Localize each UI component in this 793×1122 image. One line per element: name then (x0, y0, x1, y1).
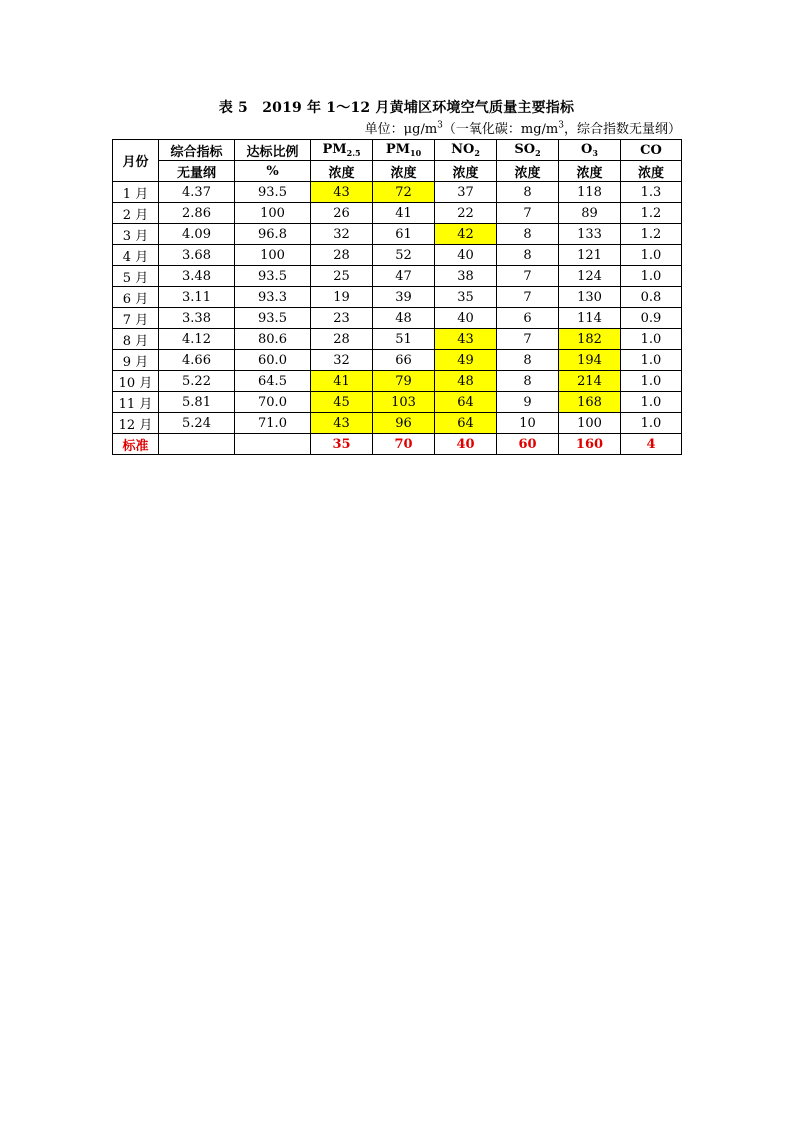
header-so2-sub: 2 (535, 148, 541, 158)
header-ratio: 达标比例 (235, 140, 311, 161)
cell-co: 1.0 (621, 329, 682, 350)
cell-ratio: 80.6 (235, 329, 311, 350)
cell-o3: 100 (559, 413, 621, 434)
header-concentration: 浓度 (621, 161, 682, 182)
header-pm25-base: PM (322, 142, 347, 157)
cell-pm25: 28 (311, 245, 373, 266)
cell-pm25: 43 (311, 413, 373, 434)
table-row (113, 182, 682, 203)
cell-so2: 8 (497, 350, 559, 371)
header-so2-base: SO (514, 142, 536, 157)
cell-ratio: 93.5 (235, 182, 311, 203)
unit-note-middle: （一氧化碳：mg/m (442, 122, 559, 137)
cell-pm25: 32 (311, 224, 373, 245)
cell-no2: 43 (435, 329, 497, 350)
cell-composite: 4.09 (159, 224, 235, 245)
cell-pm10: 66 (373, 350, 435, 371)
cell-month: 2 月 (113, 203, 159, 224)
header-row-2 (113, 161, 682, 182)
table-row (113, 371, 682, 392)
cell-month: 11 月 (113, 392, 159, 413)
cell-so2: 7 (497, 287, 559, 308)
cell-o3: 214 (559, 371, 621, 392)
cell-pm25: 25 (311, 266, 373, 287)
cell-month: 8 月 (113, 329, 159, 350)
header-concentration: 浓度 (311, 161, 373, 182)
cell-no2: 35 (435, 287, 497, 308)
cell-o3: 89 (559, 203, 621, 224)
cell-so2: 7 (497, 329, 559, 350)
cell-ratio: 96.8 (235, 224, 311, 245)
cell-pm10: 48 (373, 308, 435, 329)
cell-pm10: 72 (373, 182, 435, 203)
header-composite-unit: 无量纲 (159, 161, 235, 182)
cell-no2: 64 (435, 413, 497, 434)
standard-ratio (235, 434, 311, 455)
table-title: 表 5 2019 年 1～12 月黄埔区环境空气质量主要指标 (218, 100, 575, 116)
cell-ratio: 100 (235, 245, 311, 266)
header-composite: 综合指标 (159, 140, 235, 161)
cell-pm10: 79 (373, 371, 435, 392)
table-row (113, 287, 682, 308)
cell-so2: 7 (497, 203, 559, 224)
cell-o3: 133 (559, 224, 621, 245)
cell-so2: 6 (497, 308, 559, 329)
cell-pm25: 26 (311, 203, 373, 224)
cell-no2: 64 (435, 392, 497, 413)
cell-o3: 182 (559, 329, 621, 350)
cell-month: 9 月 (113, 350, 159, 371)
cell-pm25: 23 (311, 308, 373, 329)
cell-month: 3 月 (113, 224, 159, 245)
cell-pm10: 96 (373, 413, 435, 434)
cell-no2: 48 (435, 371, 497, 392)
cell-month: 12 月 (113, 413, 159, 434)
cell-co: 1.0 (621, 413, 682, 434)
standard-composite (159, 434, 235, 455)
cell-no2: 40 (435, 245, 497, 266)
header-pm25 (311, 140, 373, 161)
cell-pm10: 39 (373, 287, 435, 308)
header-row-1 (113, 140, 682, 161)
cell-ratio: 60.0 (235, 350, 311, 371)
header-ratio-unit: % (235, 161, 311, 182)
cell-month: 10 月 (113, 371, 159, 392)
cell-ratio: 93.5 (235, 308, 311, 329)
cell-so2: 8 (497, 182, 559, 203)
unit-note (365, 118, 681, 137)
header-concentration: 浓度 (435, 161, 497, 182)
cell-ratio: 93.5 (235, 266, 311, 287)
cell-month: 1 月 (113, 182, 159, 203)
standard-pm10: 70 (373, 434, 435, 455)
cell-pm10: 41 (373, 203, 435, 224)
standard-co: 4 (621, 434, 682, 455)
unit-note-prefix: 单位：μg/m (364, 122, 438, 137)
cell-pm25: 43 (311, 182, 373, 203)
cell-pm25: 28 (311, 329, 373, 350)
cell-o3: 118 (559, 182, 621, 203)
cell-month: 6 月 (113, 287, 159, 308)
cell-so2: 9 (497, 392, 559, 413)
table-row (113, 266, 682, 287)
cell-o3: 114 (559, 308, 621, 329)
unit-note-suffix: ，综合指数无量纲） (563, 122, 681, 137)
cell-co: 1.2 (621, 224, 682, 245)
cell-composite: 4.37 (159, 182, 235, 203)
cell-composite: 3.11 (159, 287, 235, 308)
header-pm10 (373, 140, 435, 161)
cell-o3: 130 (559, 287, 621, 308)
header-o3-sub: 3 (592, 148, 598, 158)
cell-so2: 8 (497, 224, 559, 245)
cell-pm10: 52 (373, 245, 435, 266)
header-concentration: 浓度 (373, 161, 435, 182)
table-row (113, 350, 682, 371)
header-co: CO (621, 140, 682, 161)
cell-month: 5 月 (113, 266, 159, 287)
table-row (113, 413, 682, 434)
header-concentration: 浓度 (497, 161, 559, 182)
cell-ratio: 100 (235, 203, 311, 224)
cell-pm10: 47 (373, 266, 435, 287)
cell-co: 1.0 (621, 350, 682, 371)
cell-composite: 3.68 (159, 245, 235, 266)
cell-so2: 10 (497, 413, 559, 434)
standard-no2: 40 (435, 434, 497, 455)
cell-composite: 5.24 (159, 413, 235, 434)
cell-co: 1.3 (621, 182, 682, 203)
cell-pm25: 41 (311, 371, 373, 392)
cell-composite: 5.22 (159, 371, 235, 392)
cell-composite: 3.48 (159, 266, 235, 287)
table-row (113, 203, 682, 224)
cell-co: 1.0 (621, 392, 682, 413)
header-pm10-base: PM (385, 142, 411, 157)
cell-co: 1.0 (621, 245, 682, 266)
cell-co: 1.0 (621, 266, 682, 287)
cell-o3: 124 (559, 266, 621, 287)
unit-note-sup-1: 3 (437, 120, 443, 131)
header-concentration: 浓度 (559, 161, 621, 182)
cell-co: 0.9 (621, 308, 682, 329)
cell-co: 1.2 (621, 203, 682, 224)
header-o3 (559, 140, 621, 161)
unit-note-sup-2: 3 (558, 120, 564, 131)
cell-month: 4 月 (113, 245, 159, 266)
header-pm10-sub: 10 (410, 148, 422, 158)
standard-row (113, 434, 682, 455)
cell-composite: 4.66 (159, 350, 235, 371)
cell-o3: 168 (559, 392, 621, 413)
cell-pm10: 51 (373, 329, 435, 350)
table-row (113, 392, 682, 413)
cell-o3: 194 (559, 350, 621, 371)
cell-month: 7 月 (113, 308, 159, 329)
table-row (113, 329, 682, 350)
cell-composite: 5.81 (159, 392, 235, 413)
standard-so2: 60 (497, 434, 559, 455)
table-row (113, 224, 682, 245)
header-o3-base: O (581, 142, 593, 157)
cell-no2: 40 (435, 308, 497, 329)
cell-no2: 38 (435, 266, 497, 287)
cell-no2: 22 (435, 203, 497, 224)
cell-co: 0.8 (621, 287, 682, 308)
cell-pm10: 61 (373, 224, 435, 245)
cell-pm25: 19 (311, 287, 373, 308)
cell-composite: 2.86 (159, 203, 235, 224)
cell-ratio: 70.0 (235, 392, 311, 413)
cell-composite: 3.38 (159, 308, 235, 329)
header-no2-sub: 2 (474, 148, 480, 158)
cell-so2: 8 (497, 371, 559, 392)
cell-no2: 49 (435, 350, 497, 371)
cell-so2: 7 (497, 266, 559, 287)
header-no2 (435, 140, 497, 161)
standard-label: 标准 (113, 434, 159, 455)
standard-o3: 160 (559, 434, 621, 455)
cell-o3: 121 (559, 245, 621, 266)
cell-pm25: 45 (311, 392, 373, 413)
cell-ratio: 71.0 (235, 413, 311, 434)
cell-no2: 37 (435, 182, 497, 203)
cell-ratio: 64.5 (235, 371, 311, 392)
cell-pm25: 32 (311, 350, 373, 371)
header-no2-base: NO (451, 142, 475, 157)
table-row (113, 245, 682, 266)
cell-co: 1.0 (621, 371, 682, 392)
cell-composite: 4.12 (159, 329, 235, 350)
header-so2 (497, 140, 559, 161)
cell-no2: 42 (435, 224, 497, 245)
standard-pm25: 35 (311, 434, 373, 455)
table-row (113, 308, 682, 329)
cell-ratio: 93.3 (235, 287, 311, 308)
cell-so2: 8 (497, 245, 559, 266)
cell-pm10: 103 (373, 392, 435, 413)
header-month: 月份 (113, 140, 159, 182)
air-quality-table (112, 139, 682, 455)
header-pm25-sub: 2.5 (346, 148, 361, 158)
